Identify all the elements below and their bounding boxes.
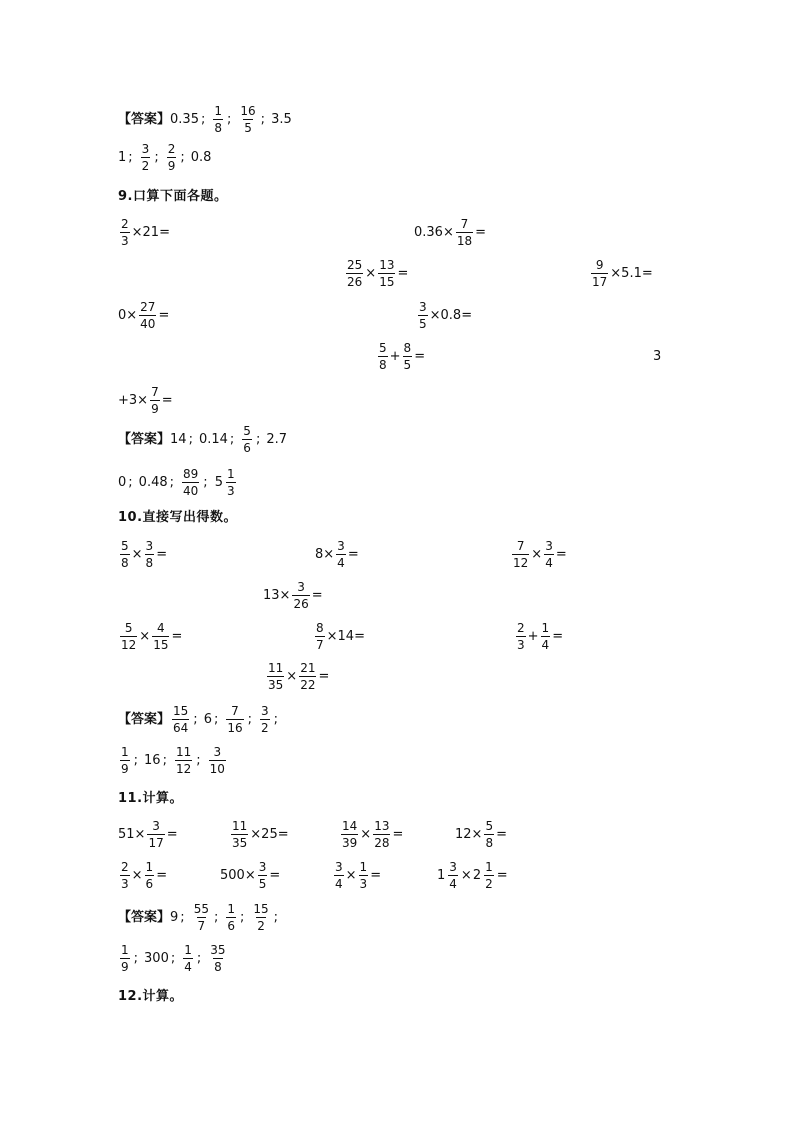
fraction-numerator: 3 [258,860,267,874]
fraction-numerator: 16 [240,104,256,118]
fraction [120,218,130,247]
fraction-numerator: 3 [335,860,343,874]
fraction [167,143,177,172]
fraction-denominator: 3 [517,638,525,652]
expression-text: = [156,868,168,883]
fraction [299,662,316,691]
fraction-denominator: 9 [151,402,159,416]
mixed-whole: 5 [214,475,223,490]
fraction-numerator: 55 [193,902,209,916]
separator: ; [240,910,245,925]
expression-text: 2.7 [266,432,288,447]
separator: ; [247,712,253,727]
expression-text: = [156,547,168,562]
q10-answer-line-2 [118,746,228,775]
fraction [541,622,551,651]
fraction-numerator: 14 [342,819,358,833]
expression-text: = [171,629,183,644]
fraction-denominator: 8 [379,358,387,372]
fraction-denominator: 28 [374,836,390,850]
expression-text: ×14= [326,629,365,644]
fraction [239,105,256,134]
expression-text: 0.48 [138,475,168,490]
separator: ; [227,112,232,127]
expression-text: = [166,827,178,842]
fraction-denominator: 2 [141,159,150,173]
q11-answer-line-1 [118,903,284,932]
expression-text: ×25= [250,827,289,842]
answer-label: 【答案】 [118,112,171,127]
fraction [226,705,243,734]
separator: ; [260,112,266,127]
expression-text: = [311,588,323,603]
fraction-denominator: 39 [342,836,358,850]
fraction [359,861,369,890]
expression-text: × [139,629,151,644]
expression-text: = [496,868,508,883]
expression-text: 9 [170,910,179,925]
fraction-numerator: 3 [545,539,553,553]
fraction-denominator: 4 [449,877,457,891]
fraction-numerator: 2 [121,217,129,231]
expression-text: × [365,266,377,281]
q10-item-1 [118,540,167,569]
fraction-denominator: 8 [214,121,222,135]
fraction [516,622,526,651]
fraction-numerator: 1 [359,860,368,874]
fraction-numerator: 1 [214,104,222,118]
fraction [145,540,155,569]
q10-item-7 [514,622,563,651]
separator: ; [229,432,235,447]
fraction [346,259,363,288]
fraction-numerator: 11 [232,819,248,833]
fraction-denominator: 26 [293,597,309,611]
fraction [456,218,473,247]
q11-answer-line-2 [118,944,229,973]
answer-value: 3.5 [271,112,292,127]
fraction [150,386,160,415]
separator: ; [133,951,139,966]
fraction-denominator: 15 [379,275,395,289]
fraction-numerator: 1 [145,860,154,874]
expression-text: = [392,827,404,842]
fraction-numerator: 13 [374,819,390,833]
answer-value: 0.8 [190,150,212,165]
q10-title: 10.直接写出得数。 [118,510,238,525]
fraction-numerator: 1 [227,902,235,916]
fraction-numerator: 9 [595,258,604,272]
fraction-denominator: 26 [347,275,363,289]
fraction-numerator: 3 [449,860,457,874]
fraction [252,903,269,932]
fraction-numerator: 1 [541,621,550,635]
fraction [172,705,189,734]
q11-title: 11.计算。 [118,791,184,806]
fraction [591,259,608,288]
expression-text: = [496,827,507,842]
fraction-numerator: 5 [121,539,129,553]
fraction-numerator: 3 [145,539,154,553]
answer-label: 【答案】 [118,910,171,925]
expression-text: × [460,868,472,883]
answer-value: 0.35 [170,112,199,127]
separator: ; [203,475,208,490]
fraction-numerator: 3 [337,539,345,553]
q11-item-5 [118,861,167,890]
fraction-numerator: 4 [157,621,165,635]
q9-item-3 [344,259,408,288]
fraction-denominator: 12 [175,762,192,776]
expression-text: 12× [455,827,483,842]
expression-text: + [527,629,539,644]
fraction [242,425,252,454]
fraction-numerator: 13 [379,258,395,272]
fraction [231,820,248,849]
q9-item-2 [414,218,486,247]
fraction-denominator: 5 [403,358,412,372]
fraction-numerator: 5 [243,424,251,438]
q11-item-4 [455,820,507,849]
fraction-denominator: 3 [226,484,235,498]
separator: ; [128,150,133,165]
expression-text: 16 [144,753,161,768]
fraction [120,861,130,890]
expression-text: = [475,225,487,240]
fraction-numerator: 5 [485,819,494,833]
fraction-denominator: 2 [257,919,265,933]
fraction-numerator: 15 [253,902,269,916]
fraction-numerator: 5 [124,621,133,635]
fraction-denominator: 40 [140,317,156,331]
fraction [226,903,236,932]
q10-item-4 [263,581,323,610]
fraction-denominator: 17 [148,836,164,850]
fraction [145,861,155,890]
fraction [378,342,388,371]
mixed-number [215,468,238,497]
fraction-numerator: 3 [261,704,269,718]
fraction [512,540,529,569]
mixed-number [437,861,460,890]
expression-text: 0 [118,475,127,490]
fraction-numerator: 1 [226,467,235,481]
q10-item-6 [313,622,365,651]
fraction-denominator: 22 [300,678,316,692]
fraction [120,622,137,651]
q9-title: 9.口算下面各题。 [118,189,228,204]
fraction-denominator: 7 [316,638,324,652]
answer-label: 【答案】 [118,712,171,727]
fraction-denominator: 6 [227,919,235,933]
fraction [484,820,494,849]
fraction-denominator: 2 [261,721,269,735]
q8-answer-line-1 [118,105,292,134]
fraction-denominator: 5 [419,317,427,331]
fraction [378,259,395,288]
fraction [267,662,284,691]
expression-text: × [360,827,372,842]
q9-item-4 [589,259,653,288]
expression-text: × [131,868,143,883]
separator: ; [169,475,175,490]
fraction-denominator: 8 [121,556,129,570]
fraction [139,301,156,330]
expression-text: = [555,547,567,562]
fraction [260,705,270,734]
expression-text: × [531,547,543,562]
expression-text: = [370,868,382,883]
fraction [209,944,226,973]
q11-item-8 [436,861,508,890]
fraction-numerator: 8 [403,341,412,355]
fraction-numerator: 7 [516,539,525,553]
fraction-numerator: 1 [184,943,192,957]
fraction [120,944,130,973]
fraction-denominator: 6 [145,877,154,891]
separator: ; [188,432,193,447]
q9-item-7 [376,342,425,371]
expression-text: = [552,629,564,644]
fraction-denominator: 7 [197,919,206,933]
separator: ; [196,753,201,768]
fraction [341,820,358,849]
separator: ; [273,910,279,925]
fraction [373,820,390,849]
fraction-numerator: 21 [300,661,316,675]
expression-text: = [347,547,359,562]
q12-title: 12.计算。 [118,989,184,1004]
fraction-numerator: 35 [210,943,226,957]
fraction [193,903,210,932]
expression-text: = [397,266,409,281]
expression-text: = [158,308,170,323]
q9-answer-line-2 [118,468,239,497]
fraction-numerator: 27 [140,300,156,314]
fraction [213,105,223,134]
fraction-denominator: 35 [268,678,284,692]
expression-text: 51× [118,827,146,842]
fraction-denominator: 17 [592,275,608,289]
q9-item-6 [416,301,472,330]
fraction [141,143,151,172]
fraction-denominator: 3 [359,877,368,891]
expression-text: = [318,669,330,684]
q11-item-2 [229,820,289,849]
fraction-denominator: 16 [227,721,243,735]
separator: ; [200,112,206,127]
fraction-denominator: 8 [214,960,222,974]
fraction-numerator: 1 [121,745,129,759]
fraction [147,820,164,849]
fraction-numerator: 7 [460,217,469,231]
fraction-denominator: 4 [335,877,343,891]
fraction [315,622,325,651]
expression-text: 500× [220,868,256,883]
fraction-denominator: 35 [232,836,248,850]
fraction-denominator: 2 [485,877,493,891]
separator: ; [128,475,133,490]
expression-text: × [286,669,298,684]
q10-item-3 [510,540,567,569]
expression-text: ×5.1= [610,266,653,281]
fraction-denominator: 3 [121,234,129,248]
fraction-numerator: 25 [347,258,363,272]
fraction-numerator: 2 [121,860,129,874]
expression-text: 0.36× [414,225,454,240]
fraction [120,540,130,569]
answer-value: 1 [118,150,127,165]
fraction-numerator: 7 [151,385,159,399]
separator: ; [170,951,176,966]
q9-answer-line-1 [118,425,287,454]
fraction [209,746,226,775]
fraction-numerator: 15 [173,704,189,718]
fraction-denominator: 40 [183,484,199,498]
fraction [292,581,309,610]
fraction [334,861,344,890]
mixed-whole: 2 [472,868,482,883]
fraction-numerator: 5 [379,341,387,355]
fraction-numerator: 11 [268,661,284,675]
q10-item-5 [118,622,182,651]
fraction-denominator: 8 [485,836,494,850]
expression-text: = [414,349,426,364]
separator: ; [180,150,185,165]
q11-item-3 [339,820,403,849]
fraction-numerator: 7 [231,704,239,718]
q10-answer-line-1 [118,705,284,734]
q11-item-7 [332,861,381,890]
fraction-numerator: 3 [297,580,305,594]
fraction [418,301,428,330]
fraction-numerator: 1 [485,860,493,874]
fraction-numerator: 89 [183,467,199,481]
fraction [182,468,199,497]
fraction-numerator: 3 [213,745,222,759]
fraction [226,468,236,497]
answer-label: 【答案】 [118,432,171,447]
expression-text: 300 [144,951,169,966]
expression-text: × [131,547,143,562]
fraction [448,861,458,890]
fraction-denominator: 15 [153,638,169,652]
fraction-denominator: 12 [121,638,137,652]
separator: ; [196,951,202,966]
fraction-denominator: 18 [456,234,473,248]
fraction [152,622,169,651]
q8-answer-line-2 [118,143,211,172]
expression-text: 8× [315,547,335,562]
expression-text: ×21= [131,225,170,240]
separator: ; [193,712,198,727]
fraction-denominator: 4 [337,556,345,570]
fraction-denominator: 9 [167,159,176,173]
separator: ; [180,910,185,925]
fraction-denominator: 10 [209,762,225,776]
separator: ; [133,753,139,768]
fraction-numerator: 11 [175,745,192,759]
fraction-numerator: 2 [167,142,176,156]
separator: ; [213,910,219,925]
fraction [120,746,130,775]
fraction [175,746,192,775]
fraction [183,944,193,973]
separator: ; [154,150,159,165]
expression-text: +3× [118,393,149,408]
expression-text: ×0.8= [429,308,473,323]
fraction-numerator: 8 [316,621,324,635]
fraction-denominator: 6 [243,441,251,455]
separator: ; [213,712,219,727]
fraction-numerator: 3 [141,142,150,156]
expression-text: 0× [118,308,138,323]
mixed-number [473,861,496,890]
fraction [544,540,554,569]
fraction-denominator: 4 [545,556,553,570]
fraction-denominator: 5 [244,121,252,135]
separator: ; [273,712,279,727]
expression-text: 14 [170,432,187,447]
separator: ; [162,753,167,768]
q9-item-5 [118,301,169,330]
fraction [484,861,494,890]
separator: ; [255,432,261,447]
expression-text: 3 [653,349,662,364]
fraction-denominator: 5 [258,877,267,891]
fraction-denominator: 3 [121,877,129,891]
fraction-denominator: 64 [173,721,189,735]
expression-text: + [389,349,401,364]
fraction-denominator: 12 [513,556,529,570]
expression-text: 13× [263,588,291,603]
q11-item-6 [220,861,280,890]
q11-item-1 [118,820,178,849]
q9-item-8-cont [118,386,173,415]
fraction-denominator: 4 [541,638,550,652]
fraction-numerator: 3 [152,819,160,833]
fraction-numerator: 2 [517,621,525,635]
q10-item-2 [315,540,359,569]
fraction-denominator: 9 [121,960,129,974]
expression-text: = [269,868,281,883]
fraction [336,540,346,569]
q9-item-8 [653,350,661,363]
expression-text: × [345,868,357,883]
fraction-denominator: 9 [121,762,129,776]
expression-text: 6 [203,712,212,727]
fraction-denominator: 8 [145,556,154,570]
q9-item-1 [118,218,170,247]
mixed-whole: 1 [437,868,446,883]
fraction-numerator: 3 [419,300,427,314]
q10-item-8 [265,662,329,691]
expression-text: = [161,393,173,408]
expression-text: 0.14 [198,432,228,447]
fraction [403,342,413,371]
fraction [258,861,268,890]
fraction-numerator: 1 [121,943,129,957]
fraction-denominator: 4 [184,960,192,974]
